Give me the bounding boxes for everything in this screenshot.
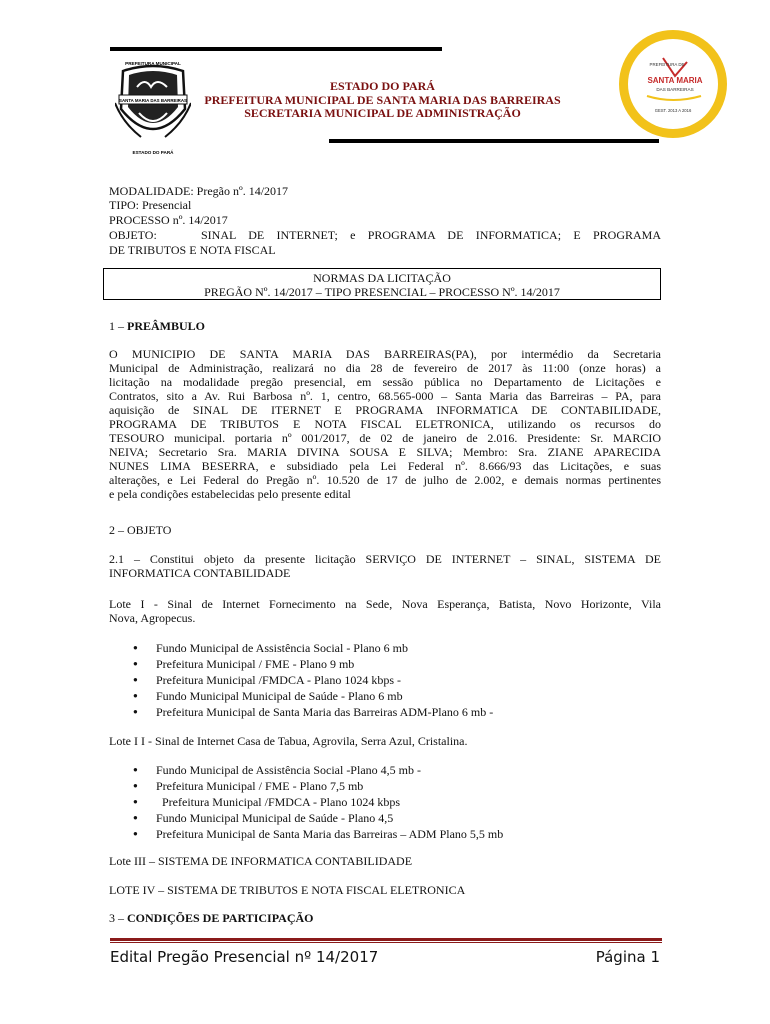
- list-item: ● Prefeitura Municipal / FME - Plano 9 mb: [109, 656, 493, 672]
- letterhead-secretariat: SECRETARIA MUNICIPAL DE ADMINISTRAÇÃO: [244, 106, 521, 120]
- preambulo-line: PROGRAMA DE TRIBUTOS E NOTA FISCAL ELETRONICA, utilizando os recursos do: [109, 417, 661, 431]
- seal-sub-text: DAS BARREIRAS: [656, 87, 694, 92]
- objeto-label: OBJETO:: [109, 228, 157, 242]
- preambulo-line: aquisição de SINAL DE ITERNET E PROGRAMA INFORMATICA DE CONTABILIDADE,: [109, 403, 661, 417]
- normas-title: NORMAS DA LICITAÇÃO: [313, 271, 451, 285]
- objeto-paragraph-line: 2.1 – Constitui objeto da presente licitação SERVIÇO DE INTERNET – SINAL, SISTEMA DE: [109, 552, 661, 566]
- lote4-line: LOTE IV – SISTEMA DE TRIBUTOS E NOTA FISCAL ELETRONICA: [109, 883, 466, 897]
- seal-main-text: SANTA MARIA: [647, 76, 703, 85]
- lote1-description: [109, 597, 661, 625]
- objeto-paragraph: [109, 552, 661, 580]
- condicoes-heading-text: CONDIÇÕES DE PARTICIPAÇÃO: [127, 911, 314, 925]
- lote1-line: Nova, Agropecus.: [109, 611, 196, 625]
- list-item: ● Prefeitura Municipal /FMDCA - Plano 1024 kbps: [109, 794, 503, 810]
- letterhead-state: ESTADO DO PARÁ: [330, 79, 435, 93]
- crest-bottom-text: ESTADO DO PARÁ: [132, 150, 174, 155]
- list-item: ● Prefeitura Municipal de Santa Maria das Barreiras – ADM Plano 5,5 mb: [109, 826, 503, 842]
- list-item: ● Prefeitura Municipal de Santa Maria das Barreiras ADM-Plano 6 mb -: [109, 704, 493, 720]
- header-bottom-rule: [329, 139, 659, 143]
- normas-subtitle: PREGÃO Nº. 14/2017 – TIPO PRESENCIAL – PROCESSO Nº. 14/2017: [204, 285, 560, 299]
- lote1-line: Lote I - Sinal de Internet Fornecimento na Sede, Nova Esperança, Batista, Novo Horizonte, Vila: [109, 597, 661, 611]
- objeto-paragraph-line: INFORMATICA CONTABILIDADE: [109, 566, 291, 580]
- preambulo-heading-text: PREÂMBULO: [127, 319, 205, 333]
- footer-rule-thin: [110, 942, 662, 943]
- lote3-line: Lote III – SISTEMA DE INFORMATICA CONTABILIDADE: [109, 854, 413, 868]
- objeto-text: SINAL DE INTERNET; e PROGRAMA DE INFORMATICA; E PROGRAMA: [201, 228, 661, 242]
- preambulo-line: NEIVA; Secretario Sra. MARIA DIVINA SOUSA E SILVA; Membro: Sra. ZIANE APARECIDA: [109, 445, 661, 459]
- objeto-heading: 2 – OBJETO: [109, 523, 172, 537]
- preambulo-line: Contratos, sito a Av. Rui Barbosa nº. 1, centro, 68.565-000 – Santa Maria das Barreiras – PA, para: [109, 389, 661, 403]
- administration-seal-logo: [617, 28, 729, 140]
- letterhead-prefecture: PREFEITURA MUNICIPAL DE SANTA MARIA DAS BARREIRAS: [204, 92, 561, 107]
- preambulo-paragraph: [109, 347, 661, 501]
- footer-page-number: Página 1: [595, 948, 660, 966]
- list-item: ● Fundo Municipal Municipal de Saúde - Plano 6 mb: [109, 688, 493, 704]
- crest-middle-text: SANTA MARIA DAS BARREIRAS: [119, 98, 187, 103]
- preambulo-line: licitação na modalidade pregão presencial, em sessão pública no Departamento de Licitações e: [109, 375, 661, 389]
- footer-title: Edital Pregão Presencial nº 14/2017: [110, 948, 379, 966]
- preambulo-line: O MUNICIPIO DE SANTA MARIA DAS BARREIRAS(PA), por intermédio da Secretaria: [109, 347, 661, 361]
- preambulo-line: e pela condições estabelecidas pelo presente edital: [109, 487, 351, 501]
- lote2-title: Lote I I - Sinal de Internet Casa de Tabua, Agrovila, Serra Azul, Cristalina.: [109, 734, 468, 748]
- list-item: ● Fundo Municipal de Assistência Social - Plano 6 mb: [109, 640, 493, 656]
- preambulo-heading: [109, 319, 205, 333]
- list-item: ● Fundo Municipal Municipal de Saúde - Plano 4,5: [109, 810, 503, 826]
- preambulo-line: NUNES LIMA BESERRA, e subsidiado pela Lei Federal nº. 8.666/93 das Licitações, e suas: [109, 459, 661, 473]
- list-item: ● Prefeitura Municipal / FME - Plano 7,5 mb: [109, 778, 503, 794]
- tipo-line: TIPO: Presencial: [109, 198, 192, 212]
- letterhead: [150, 80, 615, 121]
- list-item: ● Fundo Municipal de Assistência Social -Plano 4,5 mb -: [109, 762, 503, 778]
- seal-top-text: PREFEITURA DE: [649, 62, 685, 67]
- preambulo-heading-number: 1 –: [109, 319, 127, 333]
- objeto-text-continued: DE TRIBUTOS E NOTA FISCAL: [109, 243, 276, 257]
- condicoes-heading-number: 3 –: [109, 911, 127, 925]
- condicoes-heading: [109, 911, 313, 925]
- lote1-list: [109, 640, 493, 720]
- preambulo-line: TESOURO municipal. portaria nº 001/2017, de 02 de janeiro de 2.016. Presidente: Sr. MARCIO: [109, 431, 661, 445]
- modalidade-line: MODALIDADE: Pregão nº. 14/2017: [109, 184, 289, 198]
- list-item: ● Prefeitura Municipal /FMDCA - Plano 1024 kbps -: [109, 672, 493, 688]
- header-top-rule: [110, 47, 442, 51]
- footer-rule-thick: [110, 938, 662, 941]
- processo-line: PROCESSO nº. 14/2017: [109, 213, 228, 227]
- normas-box: [103, 268, 661, 300]
- crest-top-text: PREFEITURA MUNICIPAL: [125, 61, 181, 66]
- preambulo-line: alterações, e Lei Federal do Pregão nº. 10.520 de 17 de julho de 2.002, e demais normas pertinentes: [109, 473, 661, 487]
- preambulo-line: Municipal de Administração, realizará no dia 28 de fevereiro de 2017 às 11:00 (onze horas) a: [109, 361, 661, 375]
- seal-years-text: GEST. 2013 A 2016: [654, 108, 692, 113]
- lote2-list: [109, 762, 503, 842]
